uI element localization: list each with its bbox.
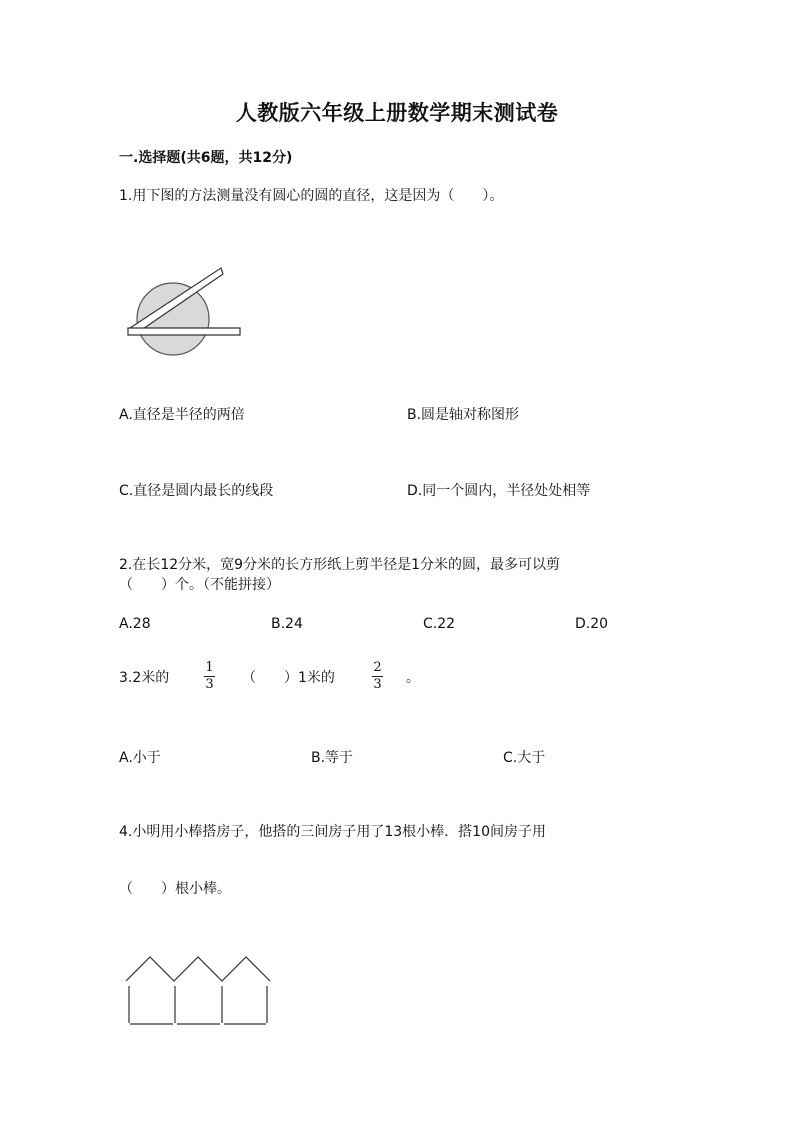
ruler-circle-figure (120, 262, 250, 362)
fraction-denominator: 3 (205, 677, 214, 692)
q1-option-a[interactable]: A.直径是半径的两倍 (119, 407, 245, 423)
fraction-one-third (204, 661, 215, 692)
q3-option-b[interactable]: B.等于 (311, 750, 354, 766)
question-3-middle: （ ）1米的 (242, 670, 335, 686)
q2-option-a[interactable]: A.28 (119, 616, 151, 632)
q3-option-c[interactable]: C.大于 (503, 750, 546, 766)
q1-option-c[interactable]: C.直径是圆内最长的线段 (119, 483, 274, 499)
question-1-text: 1.用下图的方法测量没有圆心的圆的直径，这是因为（ ）。 (119, 188, 504, 204)
fraction-two-thirds (372, 661, 383, 692)
q2-option-b[interactable]: B.24 (271, 616, 303, 632)
question-3-prefix: 3.2米的 (119, 670, 170, 686)
question-4-line-1: 4.小明用小棒搭房子，他搭的三间房子用了13根小棒．搭10间房子用 (119, 824, 546, 840)
section-heading: 一.选择题(共6题，共12分) (119, 150, 293, 166)
q2-option-c[interactable]: C.22 (423, 616, 456, 632)
question-3-suffix: 。 (406, 670, 420, 686)
horizontal-ruler (128, 328, 240, 335)
question-2-line-1: 2.在长12分米，宽9分米的长方形纸上剪半径是1分米的圆，最多可以剪 (119, 557, 560, 573)
q1-option-b[interactable]: B.圆是轴对称图形 (407, 407, 520, 423)
fraction-numerator: 2 (373, 660, 382, 675)
page-title: 人教版六年级上册数学期末测试卷 (235, 100, 559, 125)
fraction-denominator: 3 (373, 677, 382, 692)
fraction-numerator: 1 (205, 660, 214, 675)
q1-option-d[interactable]: D.同一个圆内，半径处处相等 (407, 483, 591, 499)
stick-houses-figure (122, 954, 272, 1028)
question-4-line-2: （ ）根小棒。 (119, 881, 231, 897)
q2-option-d[interactable]: D.20 (575, 616, 609, 632)
roof-line (126, 957, 270, 981)
q3-option-a[interactable]: A.小于 (119, 750, 161, 766)
question-2-line-2: （ ）个。（不能拼接） (119, 577, 280, 593)
